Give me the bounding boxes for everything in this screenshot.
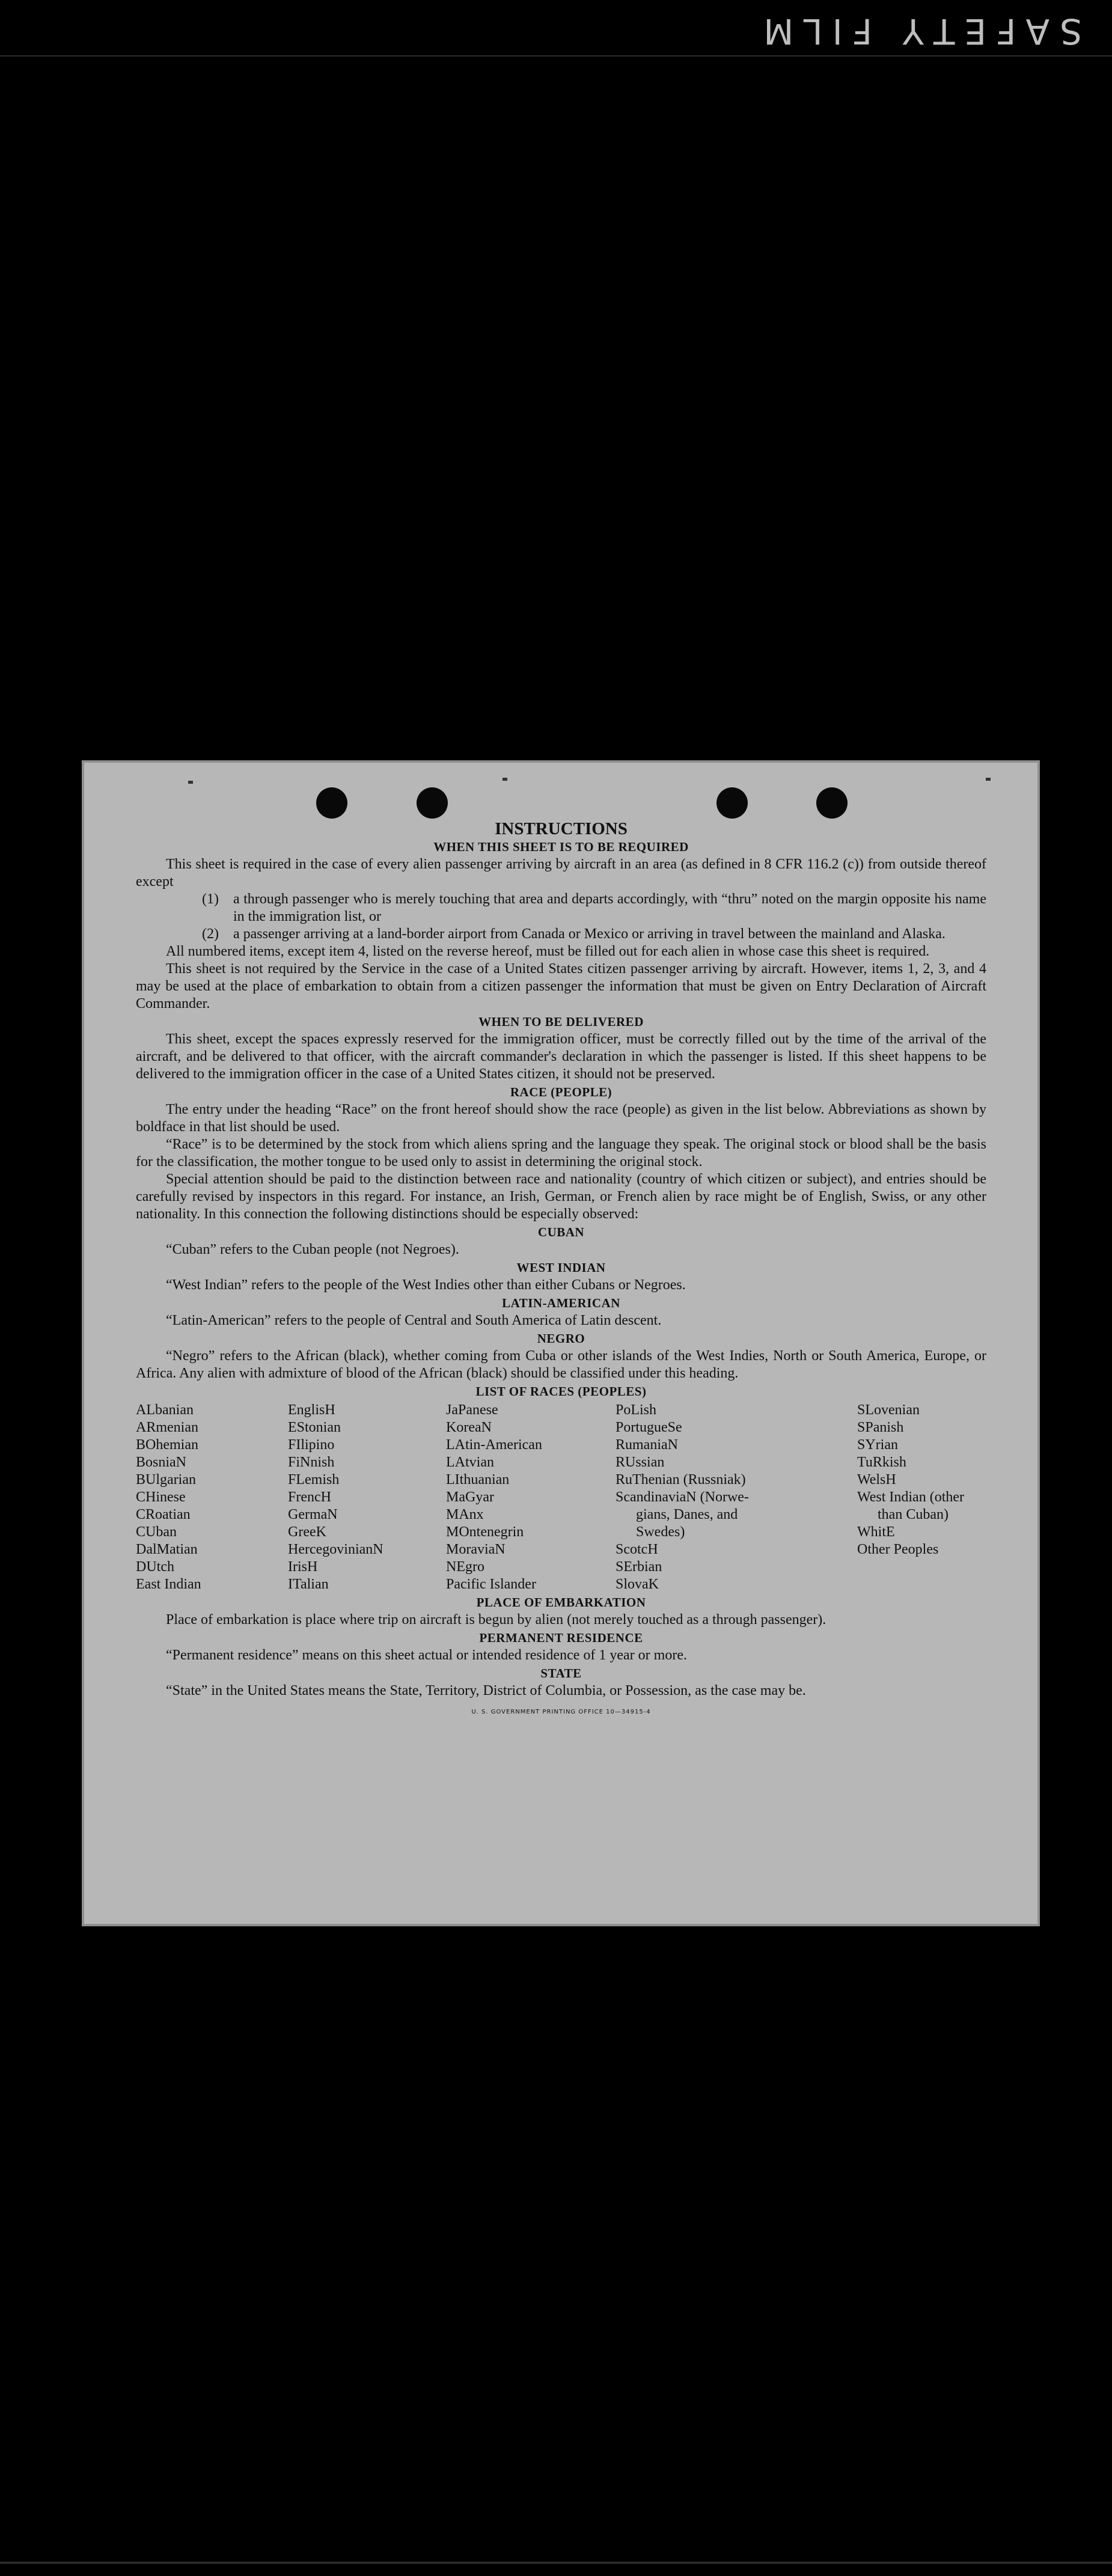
required-intro: This sheet is required in the case of every alien passenger arriving by aircraft in an area (as defined in 8 CFR 116.2 (c)) from outside thereof except <box>136 856 986 890</box>
exception-item-text: a passenger arriving at a land-border airport from Canada or Mexico or arriving in travel between the mainland and Alaska. <box>233 926 946 942</box>
race-entry: KoreaN <box>446 1420 492 1435</box>
film-bottom-rule <box>0 2562 1112 2564</box>
numbered-items-paragraph: All numbered items, except item 4, listed on the reverse hereof, must be filled out for each alien in whose case this sheet is required. <box>166 944 930 959</box>
latin-american-heading: LATIN-AMERICAN <box>502 1296 620 1310</box>
race-entry: East Indian <box>136 1576 201 1592</box>
race-entry: CUban <box>136 1524 177 1540</box>
race-entry: Swedes) <box>636 1524 685 1540</box>
race-entry: MaGyar <box>446 1489 494 1505</box>
race-paragraph: “Race” is to be determined by the stock from which aliens spring and the language they speak. The original stock or blood shall be the basis for the classification, the mother tongue to be used only to assist in determining the original stock. <box>136 1137 986 1170</box>
race-entry: HercegovinianN <box>288 1542 383 1557</box>
race-column <box>446 1402 616 1593</box>
race-entry: FrencH <box>288 1489 331 1505</box>
west-indian-definition: “West Indian” refers to the people of the West Indies other than either Cubans or Negroes. <box>166 1277 686 1293</box>
race-entry: IrisH <box>288 1559 318 1575</box>
race-column <box>288 1402 446 1593</box>
instruction-sheet <box>82 760 1040 1926</box>
race-entry: CHinese <box>136 1489 186 1505</box>
race-entry: NEgro <box>446 1559 484 1575</box>
negro-definition: “Negro” refers to the African (black), whether coming from Cuba or other islands of the West Indies, North or South America, Europe, or Africa. Any alien with admixture of blood of the African (black) should be classified under this heading. <box>136 1348 986 1381</box>
race-entry: LAtin-American <box>446 1437 542 1453</box>
printing-office-footer: U. S. GOVERNMENT PRINTING OFFICE 10—34915-4 <box>471 1709 651 1715</box>
race-entry: BOhemian <box>136 1437 198 1453</box>
race-entry: ARmenian <box>136 1420 198 1435</box>
race-entry: TuRkish <box>857 1454 906 1470</box>
sheet-content <box>136 804 986 1721</box>
race-entry: CRoatian <box>136 1507 191 1522</box>
race-entry: LIthuanian <box>446 1472 510 1488</box>
residence-heading: PERMANENT RESIDENCE <box>479 1631 643 1645</box>
race-entry: WhitE <box>857 1524 895 1540</box>
race-entry: DalMatian <box>136 1542 198 1557</box>
sheet-mark <box>503 778 507 781</box>
race-list <box>136 1402 986 1593</box>
race-entry: BUlgarian <box>136 1472 196 1488</box>
not-required-paragraph: This sheet is not required by the Service in the case of a United States citizen passenger arriving by aircraft. However, items 1, 2, 3, and 4 may be used at the place of embarkation to obtain from a citizen passenger the information that must be given on Entry Declaration of Aircraft Commander. <box>136 961 986 1012</box>
race-entry: Other Peoples <box>857 1542 939 1557</box>
race-entry: SYrian <box>857 1437 898 1453</box>
race-column <box>616 1402 857 1593</box>
race-entry: RuThenian (Russniak) <box>616 1472 746 1488</box>
race-entry: EnglisH <box>288 1402 335 1418</box>
race-entry: ScandinaviaN (Norwe- <box>616 1489 749 1505</box>
race-entry: DUtch <box>136 1559 174 1575</box>
race-paragraph: The entry under the heading “Race” on the front hereof should show the race (people) as given in the list below. Abbreviations as shown by boldface in that list should be used. <box>136 1102 986 1135</box>
delivered-heading: WHEN TO BE DELIVERED <box>478 1015 644 1029</box>
race-entry: RumaniaN <box>616 1437 678 1453</box>
race-entry: MoraviaN <box>446 1542 506 1557</box>
race-entry: Pacific Islander <box>446 1576 536 1592</box>
race-entry: SPanish <box>857 1420 904 1435</box>
film-edge-text: SAFETY FILM <box>754 11 1082 52</box>
sheet-mark <box>188 781 193 784</box>
race-entry: GreeK <box>288 1524 326 1540</box>
exception-item-number: (1) <box>202 891 219 907</box>
race-entry: ITalian <box>288 1576 329 1592</box>
required-heading: WHEN THIS SHEET IS TO BE REQUIRED <box>433 840 689 854</box>
race-entry: SLovenian <box>857 1402 920 1418</box>
race-entry: ALbanian <box>136 1402 194 1418</box>
race-column <box>136 1402 288 1593</box>
race-entry: EStonian <box>288 1420 341 1435</box>
race-heading: RACE (PEOPLE) <box>510 1085 613 1099</box>
residence-definition: “Permanent residence” means on this sheet actual or intended residence of 1 year or more. <box>166 1647 687 1663</box>
race-entry: BosniaN <box>136 1454 186 1470</box>
race-entry: gians, Danes, and <box>636 1507 738 1522</box>
race-entry: SlovaK <box>616 1576 659 1592</box>
sheet-title: INSTRUCTIONS <box>495 819 628 838</box>
race-entry: LAtvian <box>446 1454 494 1470</box>
film-edge <box>0 0 1112 57</box>
embarkation-definition: Place of embarkation is place where trip on aircraft is begun by alien (not merely touched as a through passenger). <box>166 1612 826 1628</box>
race-entry: FiNnish <box>288 1454 335 1470</box>
race-entry: West Indian (other <box>857 1489 965 1505</box>
race-entry: WelsH <box>857 1472 896 1488</box>
race-entry: PoLish <box>616 1402 657 1418</box>
race-column <box>857 1402 1000 1593</box>
race-entry: than Cuban) <box>878 1507 949 1522</box>
race-entry: SErbian <box>616 1559 662 1575</box>
race-entry: JaPanese <box>446 1402 498 1418</box>
race-entry: ScotcH <box>616 1542 658 1557</box>
cuban-heading: CUBAN <box>537 1225 585 1239</box>
race-entry: FLemish <box>288 1472 340 1488</box>
exception-item-number: (2) <box>202 926 219 942</box>
delivered-paragraph: This sheet, except the spaces expressly reserved for the immigration officer, must be correctly filled out by the time of the arrival of the aircraft, and be delivered to that officer, with the aircraft commander's declaration in which the passenger is listed. If this sheet happens to be delivered to the immigration officer in the case of a United States citizen, it should not be preserved. <box>136 1031 986 1082</box>
sheet-mark <box>986 778 991 781</box>
exception-item <box>202 891 986 926</box>
race-entry: MAnx <box>446 1507 484 1522</box>
race-entry: RUssian <box>616 1454 665 1470</box>
exception-item-text: a through passenger who is merely touching that area and departs accordingly, with “thru” noted on the margin opposite his name in the immigration list, or <box>233 891 986 924</box>
race-entry: MOntenegrin <box>446 1524 524 1540</box>
film-edge-rule <box>0 55 1112 56</box>
race-paragraph: Special attention should be paid to the distinction between race and nationality (country of which citizen or subject), and entries should be carefully revised by inspectors in this regard. For instance, an Irish, German, or French alien by race might be of English, Swiss, or any other nationality. In this connection the following distinctions should be especially observed: <box>136 1171 986 1222</box>
race-entry: FIlipino <box>288 1437 335 1453</box>
state-definition: “State” in the United States means the State, Territory, District of Columbia, or Possession, as the case may be. <box>166 1683 806 1699</box>
latin-american-definition: “Latin-American” refers to the people of Central and South America of Latin descent. <box>166 1313 662 1328</box>
embarkation-heading: PLACE OF EMBARKATION <box>476 1595 646 1610</box>
race-list-heading: LIST OF RACES (PEOPLES) <box>475 1384 647 1399</box>
state-heading: STATE <box>540 1666 582 1680</box>
west-indian-heading: WEST INDIAN <box>516 1260 606 1275</box>
exception-item <box>202 926 986 943</box>
race-entry: PortugueSe <box>616 1420 682 1435</box>
race-entry: GermaN <box>288 1507 338 1522</box>
negro-heading: NEGRO <box>537 1331 585 1346</box>
cuban-definition: “Cuban” refers to the Cuban people (not Negroes). <box>166 1242 459 1257</box>
